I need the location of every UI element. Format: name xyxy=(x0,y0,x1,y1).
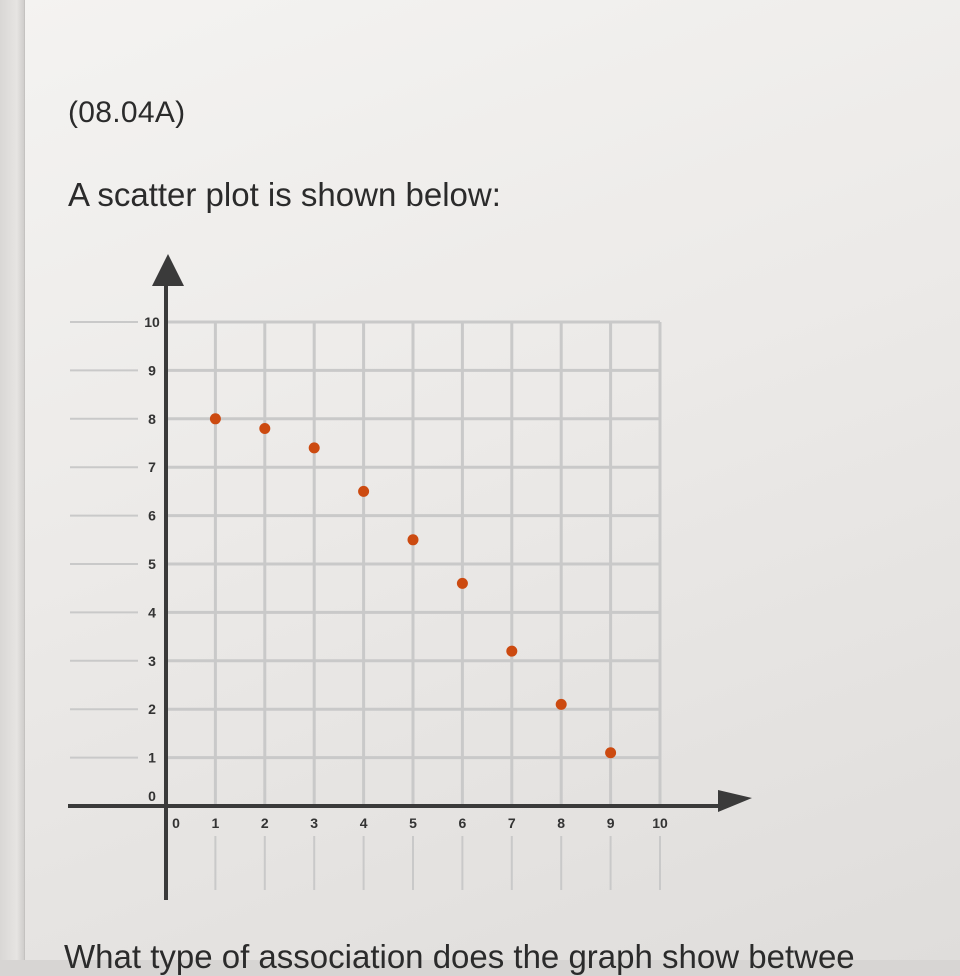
x-tick-label: 4 xyxy=(359,815,368,831)
x-tick-label: 1 xyxy=(211,815,220,831)
tick-labels xyxy=(144,314,668,831)
y-axis-arrow xyxy=(152,254,184,286)
x-tick-label: 0 xyxy=(172,815,180,831)
y-tick-label: 7 xyxy=(148,459,156,476)
x-tick-label: 8 xyxy=(557,815,566,831)
data-point xyxy=(259,423,270,434)
data-point xyxy=(457,578,468,589)
x-tick-label: 6 xyxy=(458,815,467,831)
y-tick-label: 9 xyxy=(148,362,156,379)
question-text: What type of association does the graph show betwee xyxy=(64,938,855,975)
x-tick-label: 2 xyxy=(260,815,269,831)
y-tick-label: 10 xyxy=(144,314,160,330)
axes xyxy=(68,254,752,900)
question-prompt: A scatter plot is shown below: xyxy=(68,176,501,213)
y-tick-label: 8 xyxy=(148,410,156,427)
y-tick-label: 3 xyxy=(148,652,156,669)
x-tick-label: 5 xyxy=(409,815,417,831)
data-point xyxy=(556,699,567,710)
data-point xyxy=(605,747,616,758)
y-tick-label: 1 xyxy=(148,749,156,766)
y-tick-label: 5 xyxy=(148,556,156,572)
data-point xyxy=(408,534,419,545)
x-tick-label: 10 xyxy=(652,815,668,831)
x-tick-label: 9 xyxy=(606,815,615,831)
data-point xyxy=(506,646,517,657)
x-tick-label: 3 xyxy=(310,815,319,831)
data-point xyxy=(210,413,221,424)
y-tick-label: 6 xyxy=(148,507,156,524)
y-tick-label: 4 xyxy=(148,604,156,621)
x-axis-arrow xyxy=(718,790,752,812)
question-code: (08.04A) xyxy=(68,96,186,129)
data-point xyxy=(309,442,320,453)
y-tick-label: 2 xyxy=(148,701,156,718)
y-tick-label: 0 xyxy=(148,788,156,804)
data-point xyxy=(358,486,369,497)
x-tick-label: 7 xyxy=(507,815,516,831)
